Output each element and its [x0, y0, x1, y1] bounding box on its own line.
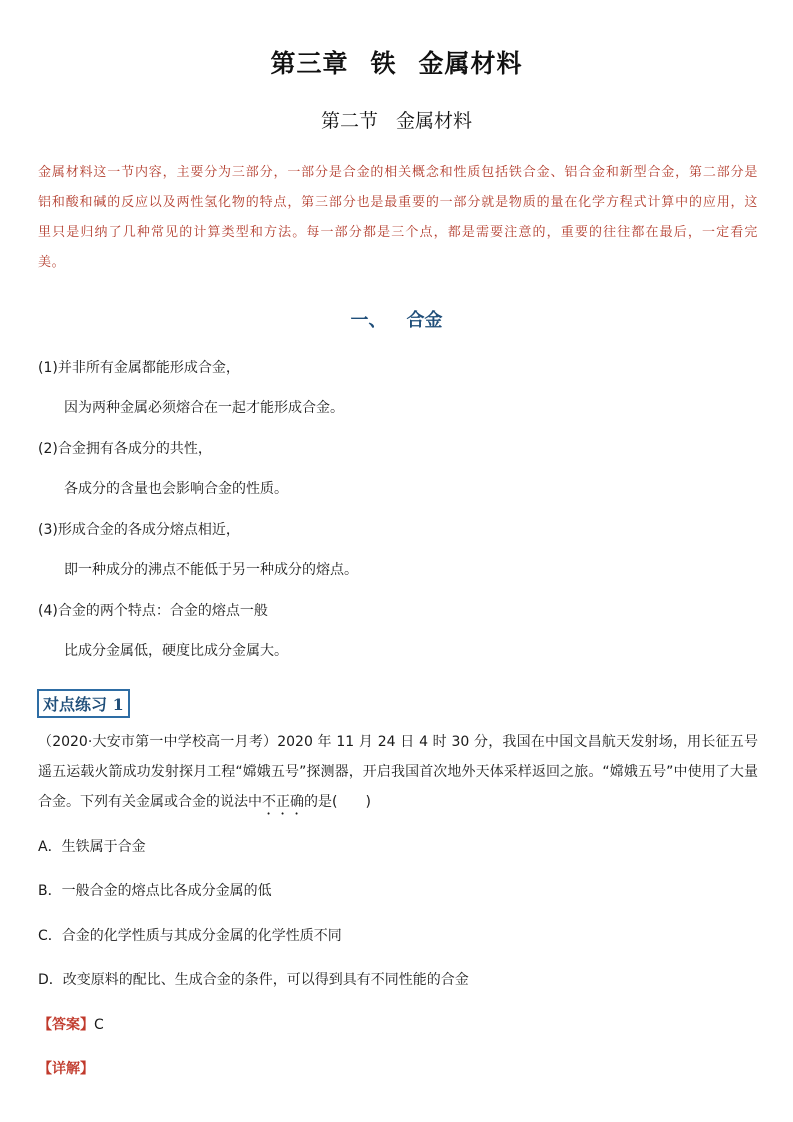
section-heading	[0, 306, 793, 332]
intro-paragraph: 金属材料这一节内容，主要分为三部分，一部分是合金的相关概念和性质包括铁合金、铝合金和新型合金，第二部分是铝和酸和碱的反应以及两性氢化物的特点，第三部分也是最重要的一部分就是物质的量在化学方程式计算中的应用，这里只是归纳了几种常见的计算类型和方法。每一部分都是三个点，都是需要注意的，重要的往往都在最后，一定看完美。	[38, 165, 758, 270]
question-tail: 的是( )	[304, 794, 371, 810]
chapter-part2: 金属材料	[418, 49, 523, 78]
exercise-question	[38, 727, 758, 818]
detail-label: 【详解】	[38, 1061, 94, 1077]
exercise-title: 对点练习 1	[37, 689, 130, 718]
option-a: A．生铁属于合金	[38, 839, 146, 855]
option-b: B．一般合金的熔点比各成分金属的低	[38, 883, 272, 899]
point-4-label: (4)合金的两个特点：合金的熔点一般	[38, 603, 268, 619]
point-4-detail: 比成分金属低，硬度比成分金属大。	[64, 643, 288, 659]
point-3-detail: 即一种成分的沸点不能低于另一种成分的熔点。	[64, 562, 358, 578]
point-2-detail: 各成分的含量也会影响合金的性质。	[64, 481, 288, 497]
section-heading-number: 一、	[350, 310, 387, 331]
section-name: 金属材料	[396, 110, 473, 132]
answer-value: C	[94, 1017, 104, 1033]
option-c: C．合金的化学性质与其成分金属的化学性质不同	[38, 928, 342, 944]
point-1-detail: 因为两种金属必须熔合在一起才能形成合金。	[64, 400, 344, 416]
point-1-label: (1)并非所有金属都能形成合金，	[38, 360, 240, 376]
chapter-part1: 铁	[370, 49, 397, 78]
question-emphasis: 不正确	[262, 794, 304, 810]
answer-label: 【答案】	[38, 1017, 94, 1033]
point-3-label: (3)形成合金的各成分熔点相近，	[38, 522, 240, 538]
section-title	[0, 106, 793, 133]
point-2-label: (2)合金拥有各成分的共性，	[38, 441, 212, 457]
chapter-number: 第三章	[270, 49, 349, 78]
section-heading-title: 合金	[406, 310, 443, 331]
chapter-title	[0, 44, 793, 80]
detail-line	[38, 1058, 94, 1078]
section-number: 第二节	[320, 110, 378, 132]
answer-line	[38, 1014, 104, 1034]
option-d: D．改变原料的配比、生成合金的条件，可以得到具有不同性能的合金	[38, 972, 469, 988]
question-text: （2020·大安市第一中学校高一月考）2020 年 11 月 24 日 4 时 30 分，我国在中国文昌航天发射场，用长征五号遥五运载火箭成功发射探月工程“嫦娥五号”探测器，开启我国首次地外天体采样返回之旅。“嫦娥五号”中使用了大量合金。下列有关金属或合金的说法中	[38, 734, 758, 810]
